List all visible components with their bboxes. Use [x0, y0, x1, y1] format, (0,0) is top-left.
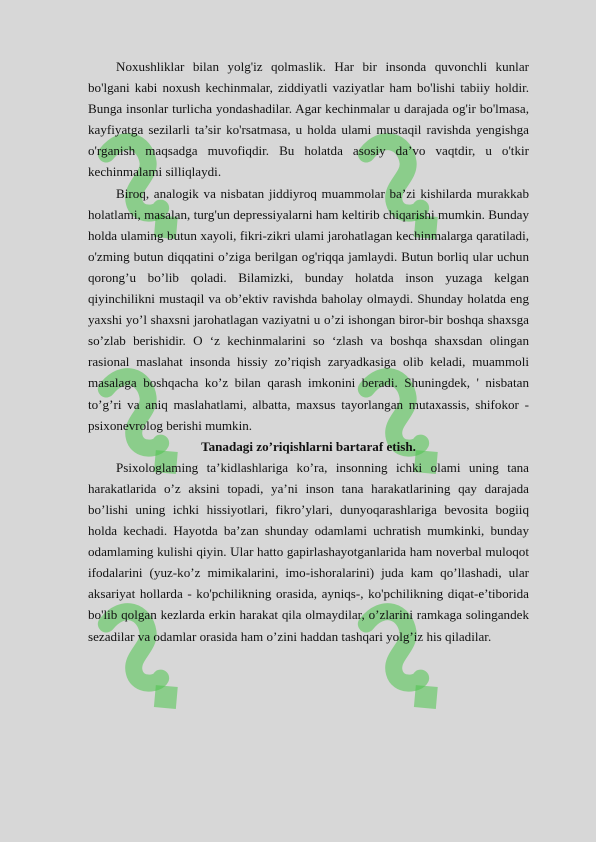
document-body — [88, 56, 529, 647]
paragraph-1: Noxushliklar bilan yolg'iz qolmaslik. Har bir insonda quvonchli kunlar bo'lgani kabi noxush kechinmalar, ziddiyatli vaziyatlar ham bo'lishi tabiiy holdir. Bunga insonlar turlicha yondashadilar. Agar kechinmalar u darajada og'ir bo'lmasa, kayfiyatga sezilarli ta’sir ko'rsatmasa, u holda ulami mustaqil ravishda yengishga o'rganish maqsadga muvofiqdir. Bu holatda asosiy da’vo vaqtdir, u o'tkir kechinmalami silliqlaydi. — [88, 59, 529, 180]
paragraph-2: Biroq, analogik va nisbatan jiddiyroq muammolar ba’zi kishilarda murakkab holatlami, masalan, turg'un depressiyalarni ham keltirib chiqarishi mumkin. Bunday holda ulaming butun xayoli, fikri-zikri ulami jarohatlagan kechinmalarga qaratiladi, o'zming butun diqqatini o’ziga berilgan og'riqqa jamlaydi. Butun borliq ular uchun qorong’u bo’lib qoladi. Bilamizki, bunday holatda inson yuzaga kelgan qiyinchilikni mustaqil va ob’ektiv ravishda baholay olmaydi. Shunday holatda eng yaxshi yo’l shaxsni jarohatlagan vaziyatni u o’zi ishongan biror-bir boshqa shaxsga so’zlab berishidir. O ‘z kechinmalarini so ‘zlash va boshqa shaxsdan olingan rasional maslahat insonda hissiy zo’riqish zaryadkasiga olib keladi, muammoli masalaga boshqacha ko’z bilan qarash imkonini beradi. Shuningdek, ' nisbatan to’g’ri va aniq maslahatlami, albatta, maxsus tayorlangan mutaxassis, shifokor - psixonevrolog berishi mumkin. — [88, 185, 529, 433]
section-heading: Tanadagi zo’riqishlarni bartaraf etish. — [201, 438, 416, 454]
paragraph-3: Psixologlaming ta’kidlashlariga ko’ra, insonning ichki olami uning tana harakatlarida o’z aksini topadi, ya’ni inson tana harakatlarining qay darajada bo’lishi uning ichki hissiyotlari, fikro’ylari, dunyoqarashlariga bevosita bogiiq holda kechadi. Hayotda ba’zan shunday odamlami uchratish mumkinki, bunday odamlaming kulishi qiyin. Ular hatto gapirlashayotganlarida ham noverbal muloqot ifodalarini (yuz-ko’z mimikalarini, imo-ishoralarini) juda kam qo’llashadi, ular aksariyat hollarda - ko'pchilikning orasida, ayniqs-, ko'pchilikning diqat-e’tiborida bo'lib qolgan kezlarda erkin harakat qila olmaydilar, o’zlarini ramkaga solingandek sezadilar va odamlar orasida ham o’zini haddan tashqari yolg’iz his qiladilar. — [88, 459, 529, 644]
